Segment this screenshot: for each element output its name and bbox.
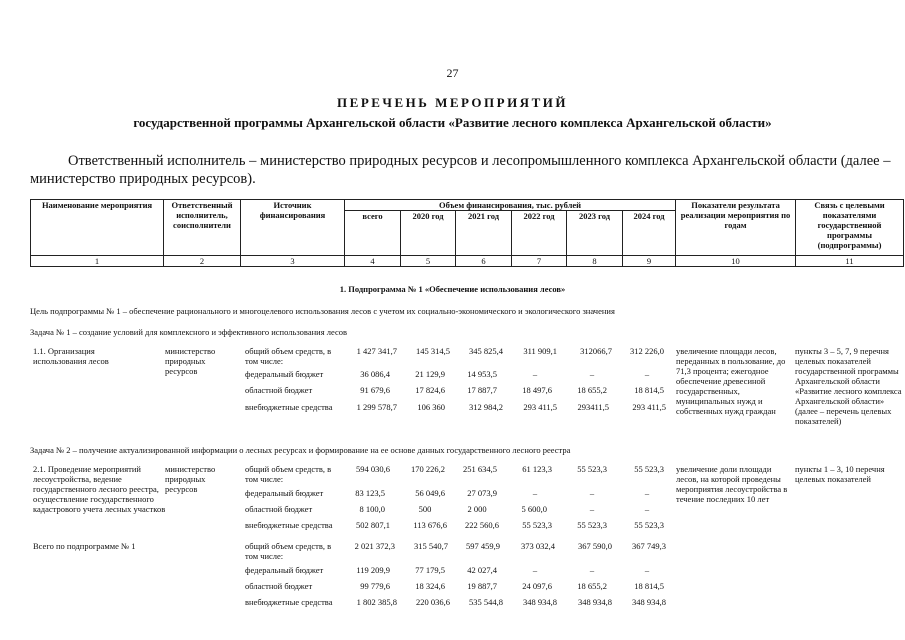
subprogram-total-src-total: общий объем средств, в том числе: <box>245 541 332 561</box>
subprogram-total-federal-2023: – <box>589 565 595 575</box>
measure-2-1-federal-2023: – <box>589 488 595 498</box>
subprogram-total-regional-2022: 24 097,6 <box>522 581 552 591</box>
subprogram-total-2023: 367 590,0 <box>578 541 612 551</box>
header-2022: 2022 год <box>512 211 567 256</box>
measure-2-1-federal-2021: 27 073,9 <box>467 488 497 498</box>
measure-2-1-src-regional: областной бюджет <box>245 504 313 514</box>
subprogram-total-2022: 373 032,4 <box>521 541 555 551</box>
subprogram-total-2021: 597 459,9 <box>466 541 500 551</box>
measure-2-1-src-total: общий объем средств, в том числе: <box>245 464 332 484</box>
measure-1-1-federal-2024: – <box>644 369 650 379</box>
subprogram-total-src-federal: федеральный бюджет <box>245 565 324 575</box>
col-num: 1 <box>31 256 164 267</box>
col-num: 11 <box>796 256 904 267</box>
measure-2-1-regional-2020: 500 <box>418 504 432 514</box>
subprogram-total-src-regional: областной бюджет <box>245 581 313 591</box>
measure-2-1-total-all: 594 030,6 <box>356 464 390 474</box>
header-result: Показатели результата реализации мероприятия по годам <box>676 200 796 256</box>
measure-2-1-regional-all: 8 100,0 <box>359 504 385 514</box>
measure-1-1-federal-2022: – <box>532 369 538 379</box>
task-1: Задача № 1 – создание условий для комплексного и эффективного использования лесов <box>30 327 347 337</box>
col-num: 8 <box>567 256 623 267</box>
subprogram-total-src-extra: внебюджетные средства <box>245 597 333 607</box>
measure-2-1-regional-2021: 2 000 <box>467 504 487 514</box>
document-subtitle: государственной программы Архангельской области «Развитие лесного комплекса Архангельской области» <box>133 115 772 130</box>
measure-1-1-result: увеличение площади лесов, переданных в пользование, до 71,3 процента; ежегодное обеспечение древесиной государственных, муниципальных нужд и собственных нужд граждан <box>676 346 786 416</box>
measure-2-1-extra-2020: 113 676,6 <box>413 520 447 530</box>
measure-1-1-total-2020: 145 314,5 <box>416 346 450 356</box>
col-num: 10 <box>676 256 796 267</box>
measure-1-1-src-total: общий объем средств, в том числе: <box>245 346 332 366</box>
measure-2-1-total-2023: 55 523,3 <box>577 464 607 474</box>
measure-2-1-total-2021: 251 634,5 <box>463 464 497 474</box>
subprogram-total-federal-2021: 42 027,4 <box>467 565 497 575</box>
measure-2-1-federal-2024: – <box>644 488 650 498</box>
measure-1-1-total-2021: 345 825,4 <box>469 346 503 356</box>
header-funding: Объем финансирования, тыс. рублей <box>345 200 676 211</box>
col-num: 5 <box>401 256 456 267</box>
header-name: Наименование мероприятия <box>31 200 164 256</box>
subprogram-total-federal-all: 119 209,9 <box>356 565 390 575</box>
measure-1-1-extra-2022: 293 411,5 <box>523 402 557 412</box>
header-link: Связь с целевыми показателями государственной программы (подпрограммы) <box>796 200 904 256</box>
measure-2-1-extra-2024: 55 523,3 <box>634 520 664 530</box>
events-table-header <box>30 199 904 267</box>
col-num: 3 <box>241 256 345 267</box>
measure-1-1-name: 1.1. Организация использования лесов <box>33 346 109 366</box>
measure-1-1-regional-2023: 18 655,2 <box>577 385 607 395</box>
subprogram-total-federal-2022: – <box>532 565 538 575</box>
header-source: Источник финансирования <box>241 200 345 256</box>
header-2021: 2021 год <box>456 211 512 256</box>
subprogram-total-all: 2 021 372,3 <box>354 541 395 551</box>
measure-1-1-src-regional: областной бюджет <box>245 385 313 395</box>
subprogram-total-2020: 315 540,7 <box>414 541 448 551</box>
measure-1-1-regional-2022: 18 497,6 <box>522 385 552 395</box>
task-2: Задача № 2 – получение актуализированной информации о лесных ресурсах и формирование на ее основе данных государственного лесного реестра <box>30 445 571 455</box>
page-number: 27 <box>446 66 459 80</box>
measure-1-1-extra-all: 1 299 578,7 <box>356 402 397 412</box>
measure-1-1-regional-2020: 17 824,6 <box>415 385 445 395</box>
subprogram-total-extra-2023: 348 934,8 <box>578 597 612 607</box>
measure-2-1-total-2020: 170 226,2 <box>411 464 445 474</box>
subprogram-total-name: Всего по подпрограмме № 1 <box>33 541 136 551</box>
measure-1-1-src-federal: федеральный бюджет <box>245 369 324 379</box>
subprogram-total-regional-2023: 18 655,2 <box>577 581 607 591</box>
document-title: ПЕРЕЧЕНЬ МЕРОПРИЯТИЙ <box>337 95 568 110</box>
header-total: всего <box>345 211 401 256</box>
subprogram-total-federal-2024: – <box>644 565 650 575</box>
measure-1-1-regional-2021: 17 887,7 <box>467 385 497 395</box>
measure-1-1-extra-2024: 293 411,5 <box>632 402 666 412</box>
subprogram-total-extra-2021: 535 544,8 <box>469 597 503 607</box>
subprogram-total-regional-2024: 18 814,5 <box>634 581 664 591</box>
measure-1-1-federal-2023: – <box>589 369 595 379</box>
header-executor: Ответственный исполнитель, соисполнители <box>164 200 241 256</box>
measure-2-1-federal-2022: – <box>532 488 538 498</box>
col-num: 9 <box>623 256 676 267</box>
subprogram-total-regional-2021: 19 887,7 <box>467 581 497 591</box>
measure-1-1-executor: министерство природных ресурсов <box>165 346 216 376</box>
subprogram-total-extra-2022: 348 934,8 <box>523 597 557 607</box>
measure-1-1-total-2022: 311 909,1 <box>523 346 557 356</box>
subprogram-title: 1. Подпрограмма № 1 «Обеспечение использования лесов» <box>339 284 566 294</box>
measure-1-1-extra-2020: 106 360 <box>417 402 445 412</box>
measure-1-1-extra-2021: 312 984,2 <box>469 402 503 412</box>
col-num: 4 <box>345 256 401 267</box>
subprogram-total-federal-2020: 77 179,5 <box>415 565 445 575</box>
measure-2-1-extra-2021: 222 560,6 <box>465 520 499 530</box>
measure-1-1-total-2023: 312066,7 <box>580 346 612 356</box>
measure-2-1-regional-2022: 5 600,0 <box>521 504 547 514</box>
measure-2-1-federal-2020: 56 049,6 <box>415 488 445 498</box>
measure-1-1-regional-2024: 18 814,5 <box>634 385 664 395</box>
measure-1-1-link: пункты 3 – 5, 7, 9 перечня целевых показателей государственной программы Архангельской области «Развитие лесного комплекса Архангельской области» (далее – перечень целевых показателей) <box>795 346 902 426</box>
measure-2-1-result: увеличение доли площади лесов, на которой проведены мероприятия лесоустройства в течение последних 10 лет <box>676 464 788 504</box>
measure-1-1-federal-all: 36 086,4 <box>360 369 390 379</box>
measure-2-1-executor: министерство природных ресурсов <box>165 464 216 494</box>
measure-2-1-federal-all: 83 123,5 <box>355 488 385 498</box>
measure-2-1-link: пункты 1 – 3, 10 перечня целевых показателей <box>795 464 885 484</box>
measure-1-1-src-extra: внебюджетные средства <box>245 402 333 412</box>
subprogram-total-2024: 367 749,3 <box>632 541 666 551</box>
measure-2-1-extra-all: 502 807,1 <box>356 520 390 530</box>
col-num: 7 <box>512 256 567 267</box>
measure-1-1-total-all: 1 427 341,7 <box>356 346 397 356</box>
measure-1-1-total-2024: 312 226,0 <box>630 346 664 356</box>
header-2023: 2023 год <box>567 211 623 256</box>
measure-2-1-total-2022: 61 123,3 <box>522 464 552 474</box>
measure-1-1-federal-2021: 14 953,5 <box>467 369 497 379</box>
col-num: 6 <box>456 256 512 267</box>
subprogram-total-extra-2024: 348 934,8 <box>632 597 666 607</box>
header-2024: 2024 год <box>623 211 676 256</box>
measure-2-1-total-2024: 55 523,3 <box>634 464 664 474</box>
col-num: 2 <box>164 256 241 267</box>
subprogram-total-regional-2020: 18 324,6 <box>415 581 445 591</box>
subprogram-total-extra-2020: 220 036,6 <box>416 597 450 607</box>
measure-2-1-regional-2024: – <box>644 504 650 514</box>
measure-1-1-federal-2020: 21 129,9 <box>415 369 445 379</box>
measure-2-1-extra-2023: 55 523,3 <box>577 520 607 530</box>
subprogram-total-extra-all: 1 802 385,8 <box>356 597 397 607</box>
measure-1-1-regional-all: 91 679,6 <box>360 385 390 395</box>
measure-2-1-src-extra: внебюджетные средства <box>245 520 333 530</box>
subprogram-goal: Цель подпрограммы № 1 – обеспечение рационального и многоцелевого использования лесов с учетом их социально-экономического и экологического значения <box>30 306 615 316</box>
measure-1-1-extra-2023: 293411,5 <box>577 402 609 412</box>
measure-2-1-name: 2.1. Проведение мероприятий лесоустройства, ведение государственного лесного реестра, осуществление государственного кадастрового учета лесных участков <box>33 464 166 514</box>
measure-2-1-src-federal: федеральный бюджет <box>245 488 324 498</box>
responsible-executor-paragraph: Ответственный исполнитель – министерство природных ресурсов и лесопромышленного комплекса Архангельской области (далее – министерство природных ресурсов). <box>30 153 891 187</box>
measure-2-1-regional-2023: – <box>589 504 595 514</box>
subprogram-total-regional-all: 99 779,6 <box>360 581 390 591</box>
header-2020: 2020 год <box>401 211 456 256</box>
measure-2-1-extra-2022: 55 523,3 <box>522 520 552 530</box>
